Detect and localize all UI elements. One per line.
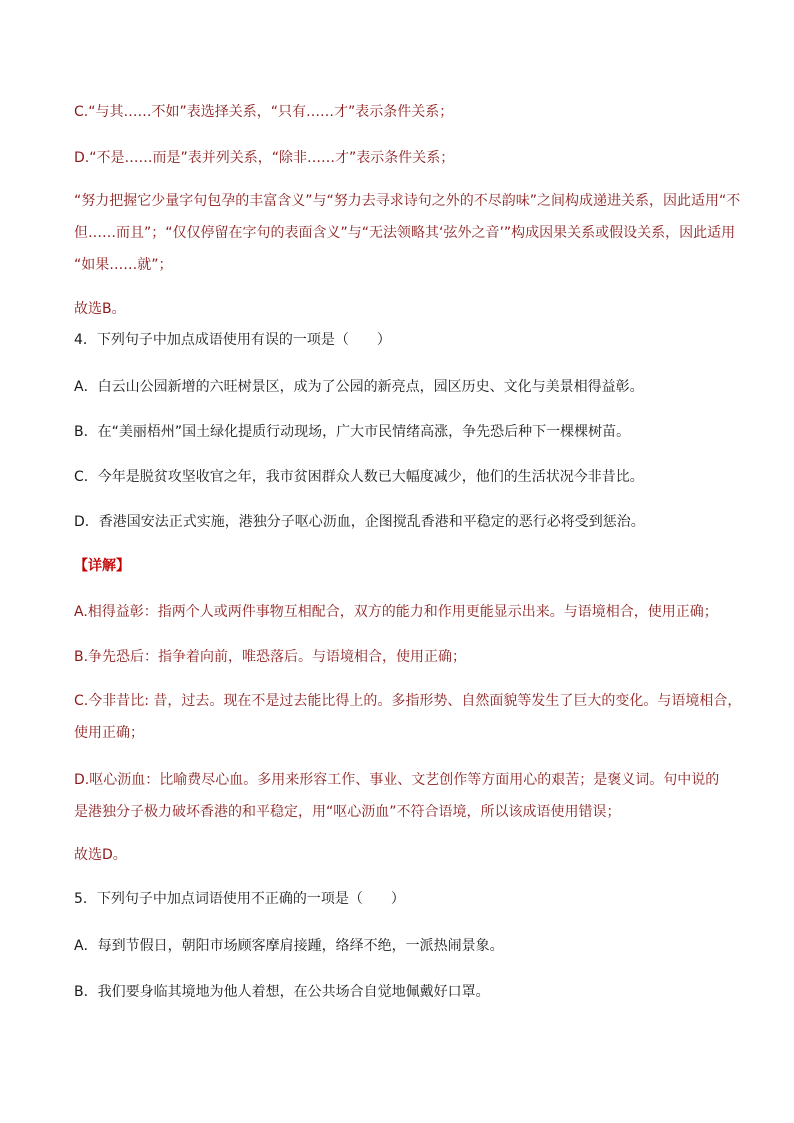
explanation-b: B.争先恐后：指争着向前，唯恐落后。与语境相合，使用正确；: [74, 649, 467, 665]
question-5-stem: 5．下列句子中加点词语使用不正确的一项是（ ）: [74, 891, 405, 907]
prev-analysis-line-1: “努力把握它少量字句包孕的丰富含义”与“努力去寻求诗句之外的不尽韵味”之间构成递进关系，因此适用“不: [74, 193, 741, 209]
question-5-option-b: B．我们要身临其境地为他人着想，在公共场合自觉地佩戴好口罩。: [74, 984, 490, 1000]
explanation-d-line-1: D.呕心沥血：比喻费尽心血。多用来形容工作、事业、文艺创作等方面用心的艰苦；是褒义词。句中说的: [74, 772, 720, 788]
explanation-c-line-1: C.今非昔比: 昔，过去。现在不是过去能比得上的。多指形势、自然面貌等发生了巨大的变化。与语境相合，: [74, 693, 742, 709]
question-4-option-b: B．在“美丽梧州”国土绿化提质行动现场，广大市民情绪高涨，争先恐后种下一棵棵树苗。: [74, 424, 631, 440]
detail-heading: 【详解】: [74, 558, 130, 574]
question-4-answer: 故选D。: [74, 847, 127, 863]
explanation-a: A.相得益彰：指两个人或两件事物互相配合，双方的能力和作用更能显示出来。与语境相合，使用正确；: [74, 604, 718, 620]
question-4-option-d: D．香港国安法正式实施，港独分子呕心沥血，企图搅乱香港和平稳定的恶行必将受到惩治。: [74, 514, 645, 530]
question-4-stem: 4．下列句子中加点成语使用有误的一项是（ ）: [74, 332, 391, 348]
prev-analysis-line-3: “如果……就”；: [74, 257, 173, 273]
prev-analysis-line-2: 但……而且”；“仅仅停留在字句的表面含义”与“无法领略其‘弦外之音’”构成因果关系或假设关系，因此适用: [74, 225, 736, 241]
question-5-option-a: A．每到节假日，朝阳市场顾客摩肩接踵，络绎不绝，一派热闹景象。: [74, 938, 504, 954]
question-4-option-c: C．今年是脱贫攻坚收官之年，我市贫困群众人数已大幅度减少，他们的生活状况今非昔比。: [74, 469, 644, 485]
explanation-d-line-2: 是港独分子极力破坏香港的和平稳定，用“呕心沥血”不符合语境，所以该成语使用错误；: [74, 804, 621, 820]
prev-answer: 故选B。: [74, 301, 126, 317]
prev-option-d-explanation: D.“不是……而是”表并列关系，“除非……才”表示条件关系；: [74, 150, 455, 166]
question-4-option-a: A．白云山公园新增的六旺树景区，成为了公园的新亮点，园区历史、文化与美景相得益彰。: [74, 379, 644, 395]
explanation-c-line-2: 使用正确；: [74, 725, 144, 741]
prev-option-c-explanation: C.“与其……不如”表选择关系，“只有……才”表示条件关系；: [74, 104, 454, 120]
